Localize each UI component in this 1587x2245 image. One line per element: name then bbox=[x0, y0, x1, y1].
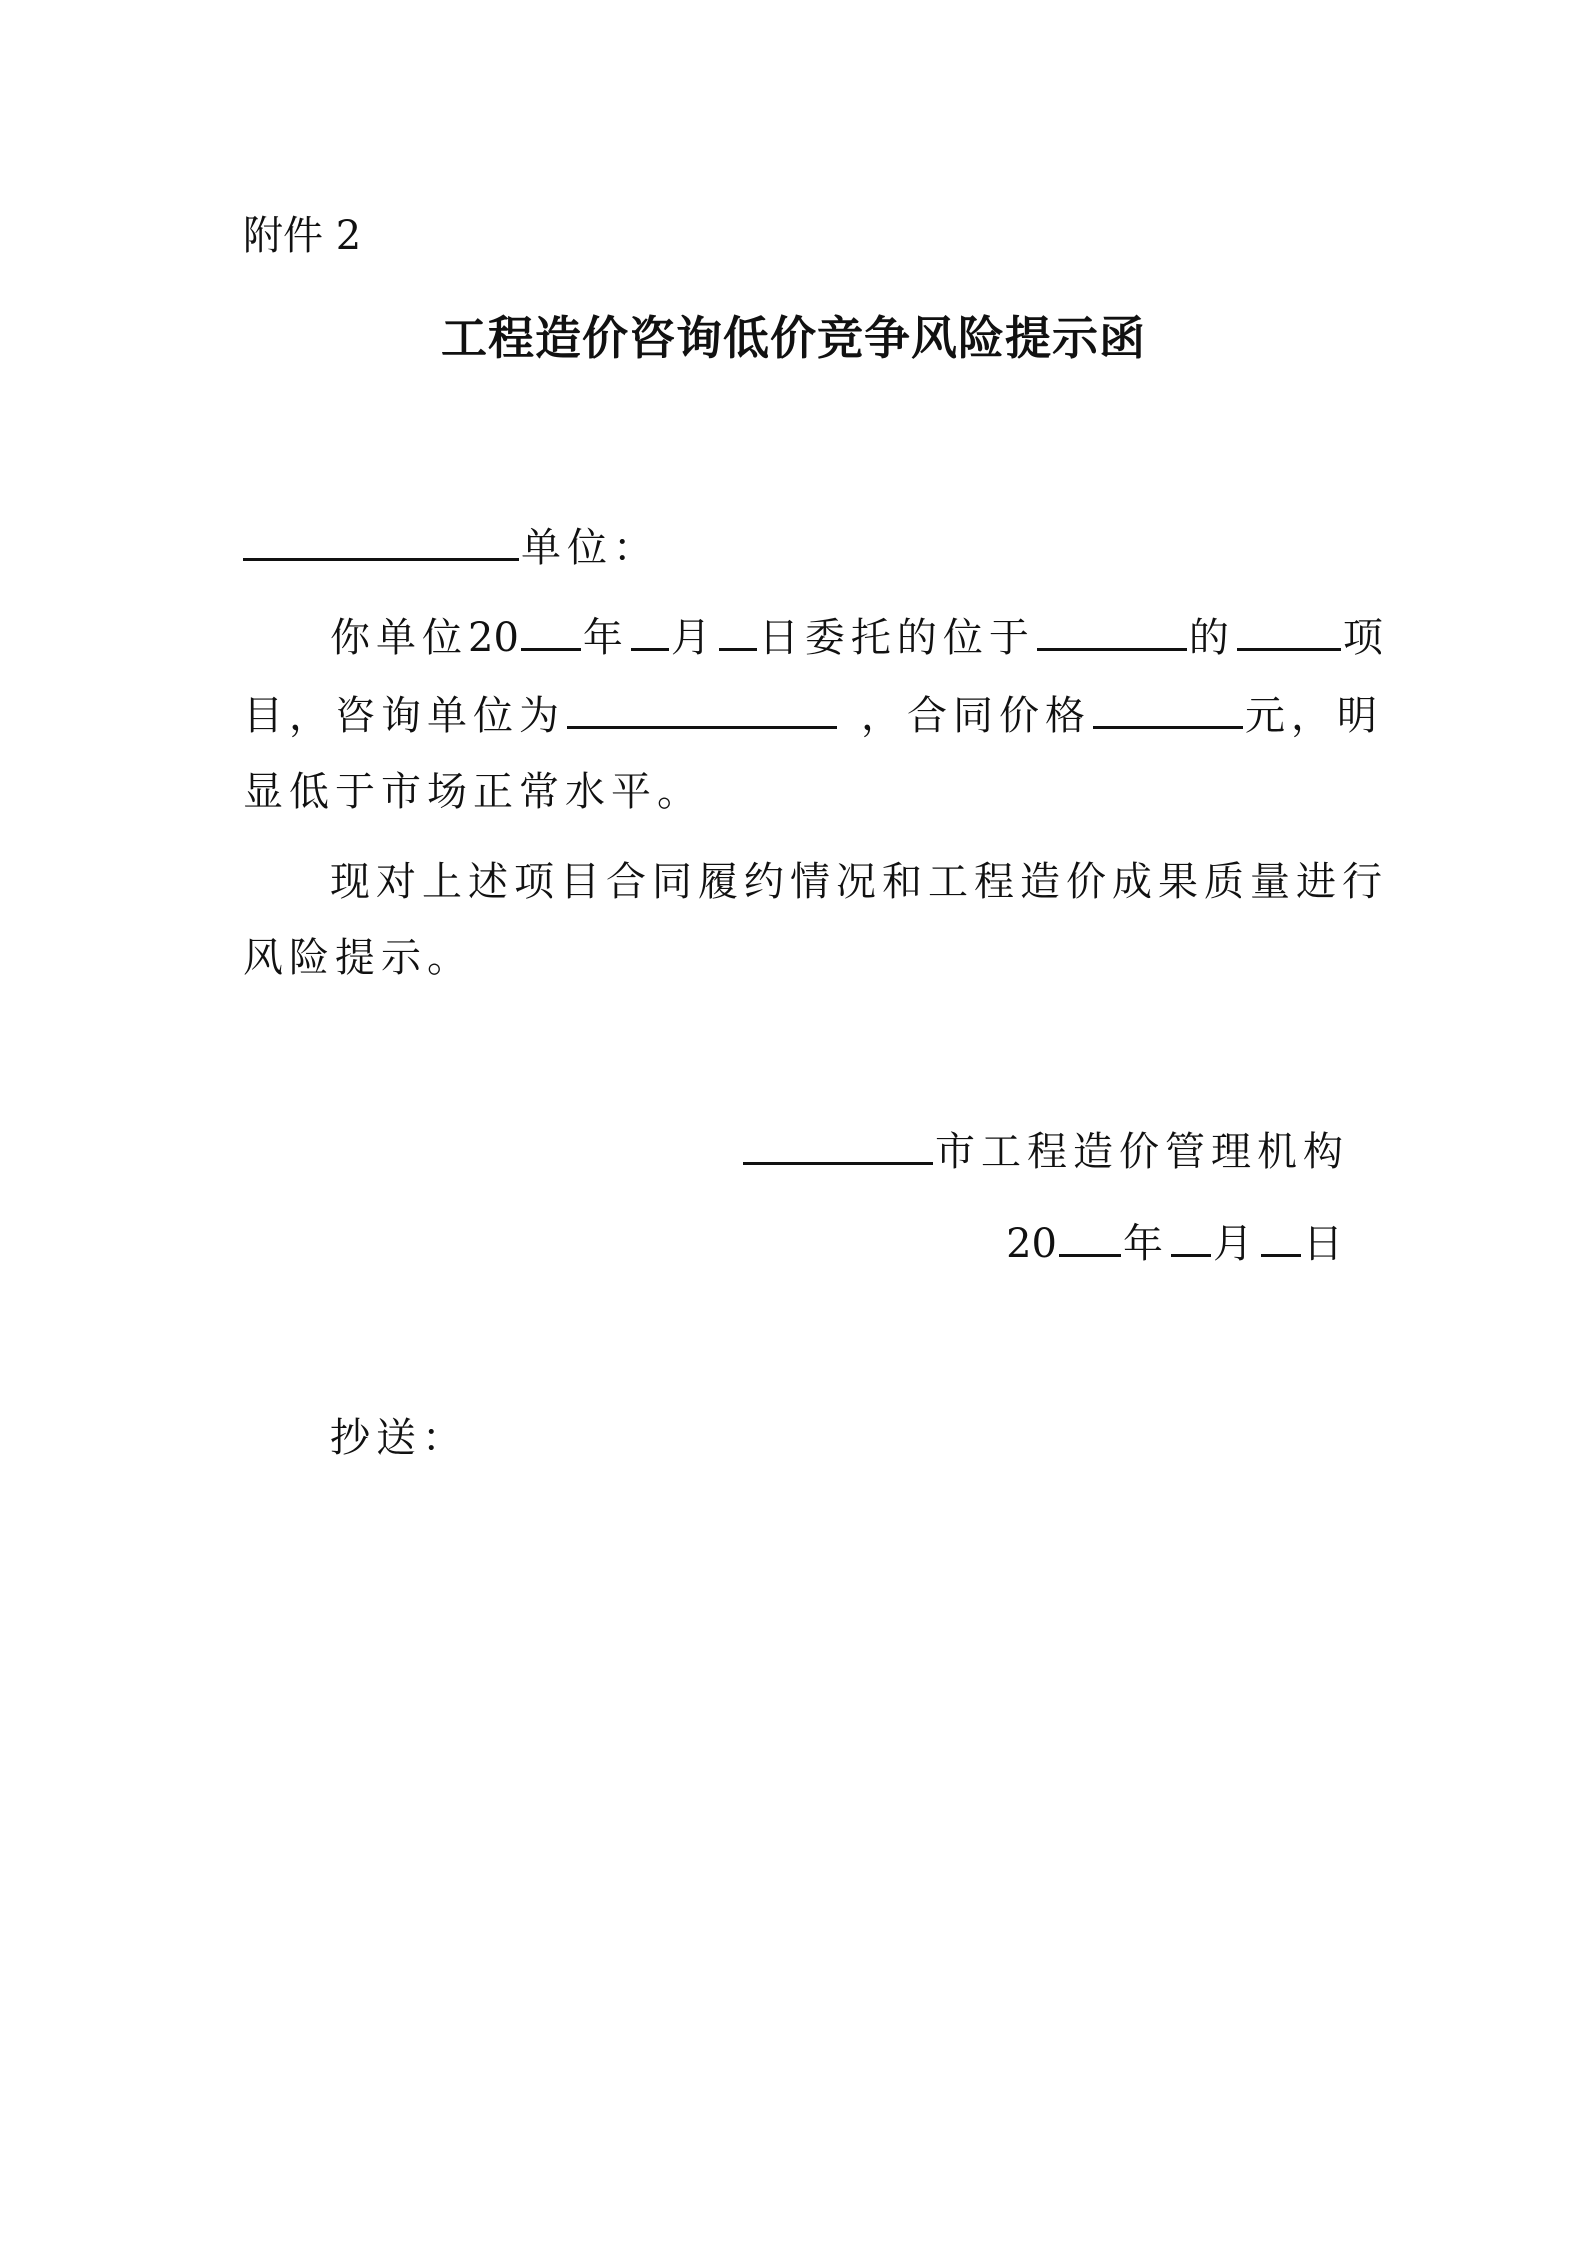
p1-project-blank[interactable] bbox=[1237, 612, 1341, 651]
paragraph1-line1 bbox=[330, 612, 1389, 664]
p1-consult-text: 目，咨询单位为 bbox=[243, 693, 565, 739]
sig-month-blank[interactable] bbox=[1171, 1218, 1211, 1257]
p1-year-blank[interactable] bbox=[521, 612, 581, 651]
p1-year: 年 bbox=[582, 615, 629, 661]
signature-org-line bbox=[741, 1126, 1349, 1178]
sig-year-prefix: 20 bbox=[1006, 1221, 1057, 1267]
p1-month: 月 bbox=[670, 615, 717, 661]
p1-item: 项 bbox=[1342, 615, 1389, 661]
paragraph2-line2: 风险提示。 bbox=[243, 935, 473, 981]
p1-contract-text: ，合同价格 bbox=[861, 693, 1091, 739]
p1-location-blank[interactable] bbox=[1037, 612, 1187, 651]
p1-year-prefix: 20 bbox=[468, 615, 519, 661]
sig-day: 日 bbox=[1303, 1221, 1349, 1267]
sig-month: 月 bbox=[1213, 1221, 1259, 1267]
sig-year-blank[interactable] bbox=[1059, 1218, 1121, 1257]
p1-of: 的 bbox=[1188, 615, 1235, 661]
p1-price-blank[interactable] bbox=[1093, 690, 1243, 729]
paragraph1-line3: 显低于市场正常水平。 bbox=[243, 769, 703, 815]
cc-label: 抄送： bbox=[330, 1415, 468, 1461]
attachment-label: 附件 2 bbox=[243, 213, 362, 259]
p1-day-blank[interactable] bbox=[719, 612, 757, 651]
signature-date-line bbox=[1006, 1218, 1349, 1270]
document-title: 工程造价咨询低价竞争风险提示函 bbox=[441, 311, 1146, 365]
recipient-line bbox=[243, 522, 659, 574]
p1-month-blank[interactable] bbox=[631, 612, 669, 651]
paragraph2-line1: 现对上述项目合同履约情况和工程造价成果质量进行 bbox=[330, 859, 1388, 905]
p1-text-a: 你单位 bbox=[330, 615, 468, 661]
recipient-blank[interactable] bbox=[243, 522, 519, 561]
signature-city-blank[interactable] bbox=[743, 1126, 933, 1165]
recipient-suffix: 单位： bbox=[521, 525, 659, 571]
p1-yuan-text: 元，明 bbox=[1245, 693, 1383, 739]
paragraph1-line2 bbox=[243, 690, 1383, 742]
p1-consultant-blank[interactable] bbox=[567, 690, 837, 729]
sig-year: 年 bbox=[1123, 1221, 1169, 1267]
sig-day-blank[interactable] bbox=[1261, 1218, 1301, 1257]
signature-org: 市工程造价管理机构 bbox=[935, 1129, 1349, 1175]
p1-entrust: 日委托的位于 bbox=[758, 615, 1035, 661]
